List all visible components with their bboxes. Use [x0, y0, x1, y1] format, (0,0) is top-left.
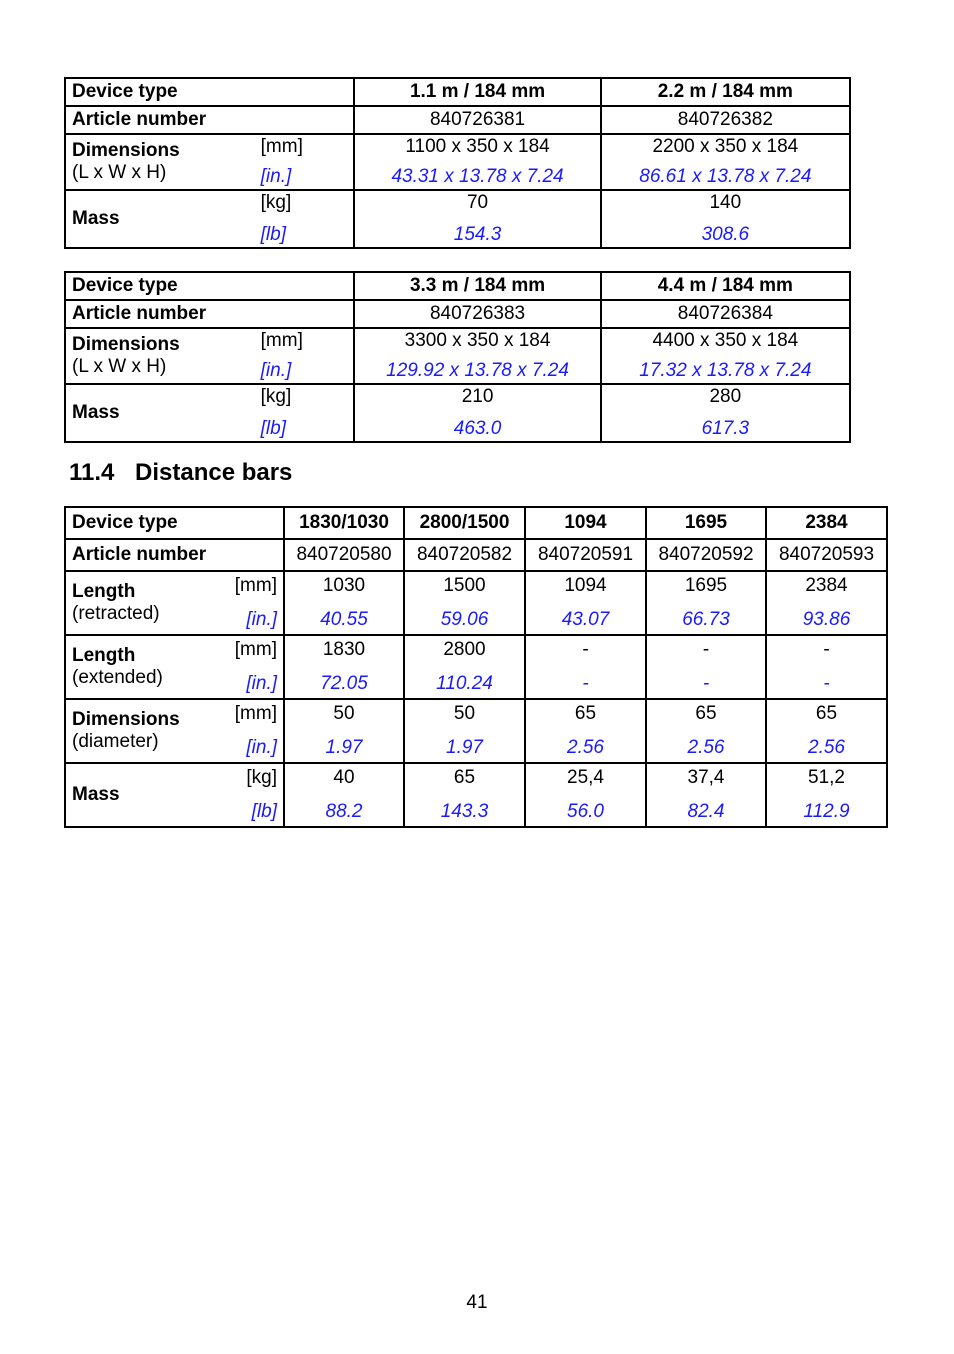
- article-number-label: Article number: [65, 300, 354, 328]
- article-number-value: 840720591: [525, 539, 646, 571]
- device-table-1: [64, 77, 851, 249]
- length-retracted-units: [mm] [in.]: [222, 571, 284, 635]
- device-type-header: 1.1 m / 184 mm: [354, 78, 600, 106]
- length-retracted-value: 1500 59.06: [404, 571, 525, 635]
- distance-bars-table: [64, 506, 888, 828]
- article-number-value: 840726381: [354, 106, 600, 134]
- length-retracted-value: 1094 43.07: [525, 571, 646, 635]
- article-number-value: 840726384: [601, 300, 850, 328]
- length-extended-value: 2800 110.24: [404, 635, 525, 699]
- mass-value: 70 154.3: [354, 190, 600, 248]
- device-type-label: Device type: [65, 78, 354, 106]
- mass-units: [kg] [lb]: [222, 763, 284, 827]
- diameter-value: 50 1.97: [284, 699, 404, 763]
- device-type-header: 2.2 m / 184 mm: [601, 78, 850, 106]
- device-type-header: 2384: [766, 507, 887, 539]
- device-type-header: 2800/1500: [404, 507, 525, 539]
- diameter-value: 65 2.56: [525, 699, 646, 763]
- article-number-value: 840720592: [646, 539, 766, 571]
- dimensions-units: [mm] [in.]: [255, 328, 355, 384]
- section-title: Distance bars: [135, 459, 293, 486]
- dimensions-units: [mm] [in.]: [255, 134, 355, 190]
- length-retracted-label: Length (retracted): [65, 571, 222, 635]
- article-number-value: 840720593: [766, 539, 887, 571]
- article-number-value: 840726383: [354, 300, 600, 328]
- article-number-label: Article number: [65, 539, 284, 571]
- dimensions-value: 2200 x 350 x 184 86.61 x 13.78 x 7.24: [601, 134, 850, 190]
- mass-value: 51,2 112.9: [766, 763, 887, 827]
- diameter-label: Dimensions (diameter): [65, 699, 222, 763]
- device-type-label: Device type: [65, 507, 284, 539]
- dimensions-label: Dimensions (L x W x H): [65, 134, 255, 190]
- device-type-header: 1830/1030: [284, 507, 404, 539]
- diameter-value: 50 1.97: [404, 699, 525, 763]
- length-retracted-value: 1030 40.55: [284, 571, 404, 635]
- device-type-header: 3.3 m / 184 mm: [354, 272, 600, 300]
- mass-value: 40 88.2: [284, 763, 404, 827]
- length-retracted-value: 2384 93.86: [766, 571, 887, 635]
- article-number-label: Article number: [65, 106, 354, 134]
- length-extended-value: 1830 72.05: [284, 635, 404, 699]
- mass-label: Mass: [65, 763, 222, 827]
- section-number: 11.4: [69, 459, 115, 486]
- section-heading: [69, 459, 292, 487]
- page-number: 41: [466, 1292, 488, 1313]
- mass-value: 280 617.3: [601, 384, 850, 442]
- device-type-header: 1094: [525, 507, 646, 539]
- mass-value: 25,4 56.0: [525, 763, 646, 827]
- mass-value: 210 463.0: [354, 384, 600, 442]
- article-number-value: 840720582: [404, 539, 525, 571]
- article-number-value: 840720580: [284, 539, 404, 571]
- length-extended-value: - -: [646, 635, 766, 699]
- device-table-2: [64, 271, 851, 443]
- mass-label: Mass: [65, 384, 255, 442]
- device-type-header: 1695: [646, 507, 766, 539]
- dimensions-label: Dimensions (L x W x H): [65, 328, 255, 384]
- dimensions-value: 4400 x 350 x 184 17.32 x 13.78 x 7.24: [601, 328, 850, 384]
- length-extended-value: - -: [525, 635, 646, 699]
- length-retracted-value: 1695 66.73: [646, 571, 766, 635]
- mass-value: 65 143.3: [404, 763, 525, 827]
- device-type-label: Device type: [65, 272, 354, 300]
- article-number-value: 840726382: [601, 106, 850, 134]
- device-type-header: 4.4 m / 184 mm: [601, 272, 850, 300]
- mass-value: 37,4 82.4: [646, 763, 766, 827]
- dimensions-value: 3300 x 350 x 184 129.92 x 13.78 x 7.24: [354, 328, 600, 384]
- diameter-units: [mm] [in.]: [222, 699, 284, 763]
- mass-label: Mass: [65, 190, 255, 248]
- length-extended-label: Length (extended): [65, 635, 222, 699]
- length-extended-value: - -: [766, 635, 887, 699]
- diameter-value: 65 2.56: [766, 699, 887, 763]
- mass-units: [kg] [lb]: [255, 384, 355, 442]
- length-extended-units: [mm] [in.]: [222, 635, 284, 699]
- mass-units: [kg] [lb]: [255, 190, 355, 248]
- diameter-value: 65 2.56: [646, 699, 766, 763]
- mass-value: 140 308.6: [601, 190, 850, 248]
- dimensions-value: 1100 x 350 x 184 43.31 x 13.78 x 7.24: [354, 134, 600, 190]
